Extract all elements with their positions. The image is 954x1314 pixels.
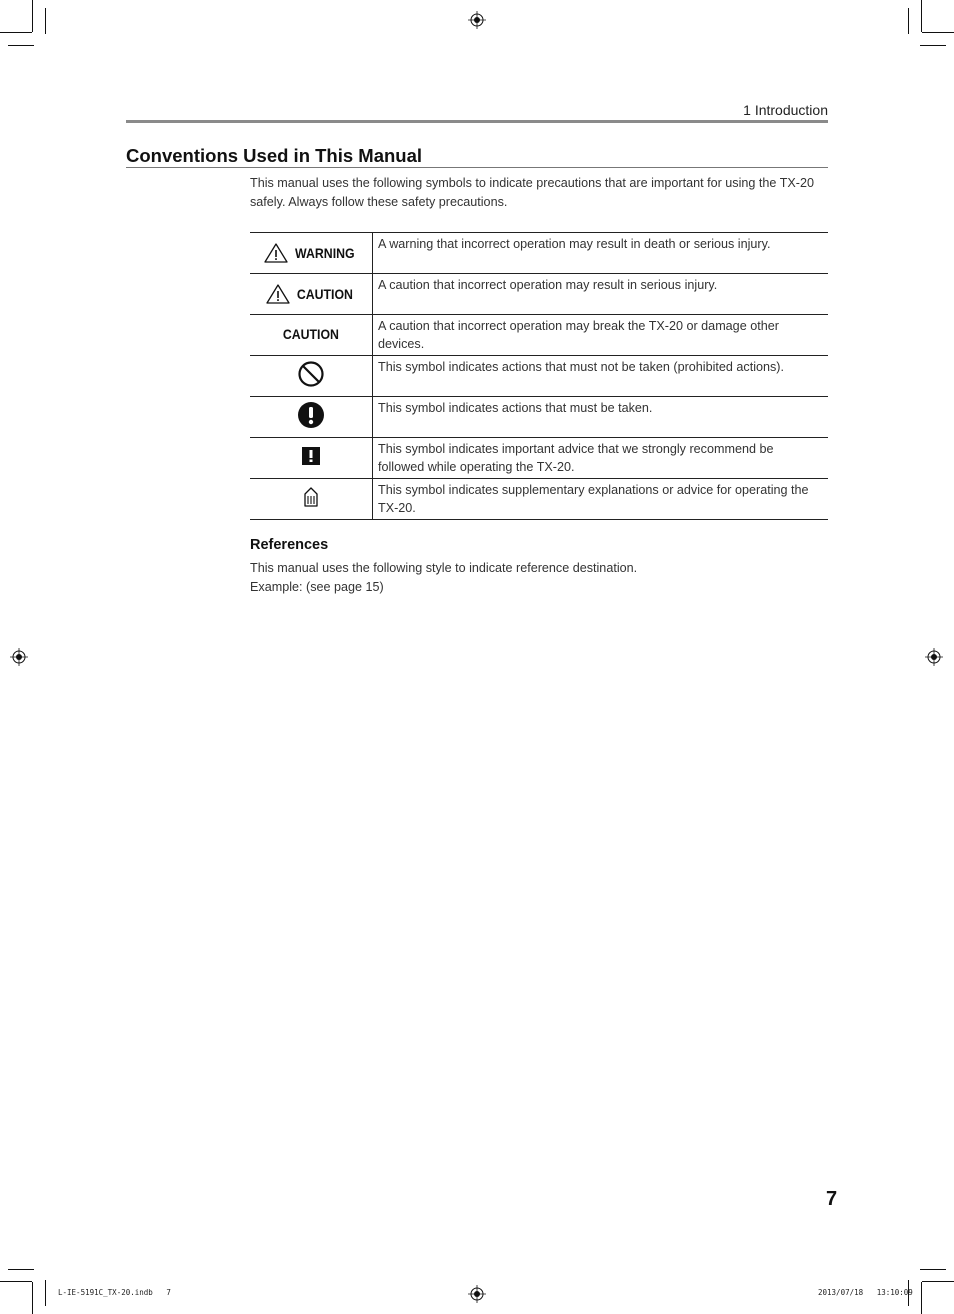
symbol-description: This symbol indicates supplementary explanations or advice for operating the TX-20. xyxy=(373,479,829,520)
symbol-table xyxy=(250,232,828,520)
table-row xyxy=(250,438,828,479)
table-row xyxy=(250,397,828,438)
registration-mark-icon xyxy=(468,11,486,29)
symbol-description: This symbol indicates actions that must not be taken (prohibited actions). xyxy=(373,356,829,397)
registration-mark-icon xyxy=(925,648,943,666)
references-line: This manual uses the following style to indicate reference destination. xyxy=(250,561,638,575)
table-row xyxy=(250,315,828,356)
references-text xyxy=(250,559,637,597)
important-advice-icon xyxy=(301,446,321,466)
table-row xyxy=(250,356,828,397)
symbol-label: WARNING xyxy=(295,245,355,261)
intro-paragraph: This manual uses the following symbols to indicate precautions that are important for using the TX-20 safely. Always follow these safety precautions. xyxy=(250,176,814,209)
table-row xyxy=(250,274,828,315)
symbol-label: CAUTION xyxy=(282,326,340,342)
title-rule xyxy=(126,167,828,168)
symbol-description: A caution that incorrect operation may break the TX-20 or damage other devices. xyxy=(373,315,829,356)
section-label: 1 Introduction xyxy=(743,102,828,118)
mandatory-action-icon xyxy=(297,401,325,429)
registration-mark-icon xyxy=(10,648,28,666)
caution-triangle-icon xyxy=(265,283,291,305)
print-file-info: L-IE-5191C_TX-20.indb 7 xyxy=(58,1288,171,1297)
supplementary-note-icon xyxy=(302,486,320,508)
symbol-description: A caution that incorrect operation may result in serious injury. xyxy=(373,274,829,315)
references-heading: References xyxy=(250,537,329,553)
symbol-description: This symbol indicates important advice that we strongly recommend be followed while operating the TX-20. xyxy=(373,438,829,479)
warning-triangle-icon xyxy=(263,242,289,264)
symbol-label: CAUTION xyxy=(296,286,354,302)
print-datetime: 2013/07/18 13:10:09 xyxy=(818,1288,913,1297)
page-title: Conventions Used in This Manual xyxy=(126,145,423,166)
registration-mark-icon xyxy=(468,1285,486,1303)
header-rule xyxy=(126,120,828,123)
table-row xyxy=(250,479,828,520)
references-example: Example: (see page 15) xyxy=(250,580,384,594)
symbol-description: A warning that incorrect operation may result in death or serious injury. xyxy=(373,233,829,274)
table-row xyxy=(250,233,828,274)
symbol-description: This symbol indicates actions that must be taken. xyxy=(373,397,829,438)
page-number: 7 xyxy=(826,1188,838,1210)
prohibited-icon xyxy=(297,360,325,388)
